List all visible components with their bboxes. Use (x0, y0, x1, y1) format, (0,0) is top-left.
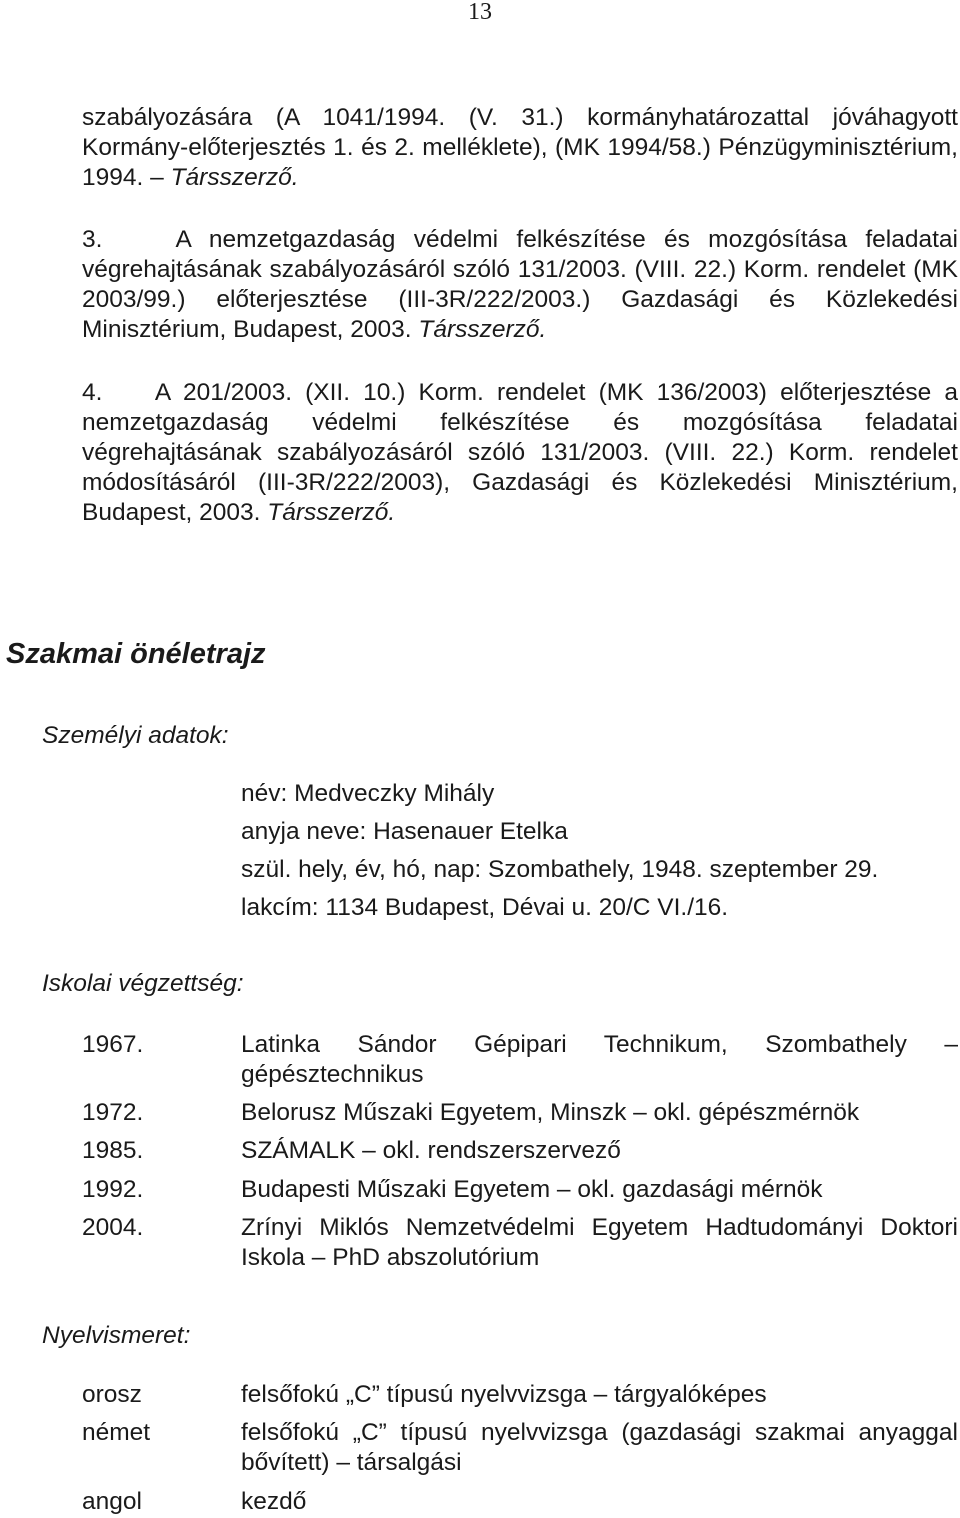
language-name: angol (82, 1488, 142, 1515)
list-item-role: Társszerző. (418, 316, 547, 343)
top-paragraph (82, 103, 958, 193)
language-row (82, 1487, 958, 1517)
list-item-4 (82, 378, 958, 528)
top-paragraph-text: szabályozására (A 1041/1994. (V. 31.) kormányhatározattal jóváhagyott Kormány-előterjesztés 1. és 2. melléklete), (MK 1994/58.) Pénzügyminisztérium, 1994. – (82, 104, 958, 191)
cv-title: Szakmai önéletrajz (6, 638, 266, 670)
language-row (82, 1418, 958, 1478)
education-row (82, 1098, 958, 1128)
education-heading: Iskolai végzettség: (42, 970, 244, 997)
education-row (82, 1136, 958, 1166)
language-name: német (82, 1419, 151, 1446)
personal-name: név: Medveczky Mihály (241, 780, 495, 807)
list-item-text: A 201/2003. (XII. 10.) Korm. rendelet (MK 136/2003) előterjesztése a nemzetgazdaság védelmi felkészítése és mozgósítása feladatai végrehajtásának szabályozásáról szóló 131/2003. (VIII. 22.) Korm. rendelet módosításáról (III-3R/222/2003), Gazdasági és Közlekedési Minisztérium, Budapest, 2003. (82, 379, 958, 526)
education-year: 1985. (82, 1137, 144, 1164)
languages-heading: Nyelvismeret: (42, 1322, 191, 1349)
list-item-number: 4. (82, 379, 103, 406)
language-level: felsőfokú „C” típusú nyelvvizsga – tárgyalóképes (241, 1381, 767, 1408)
list-item-role: Társszerző. (267, 499, 396, 526)
education-row (82, 1175, 958, 1205)
education-row (82, 1030, 958, 1090)
list-item-text: A nemzetgazdaság védelmi felkészítése és mozgósítása feladatai végrehajtásának szabályozásáról szóló 131/2003. (VIII. 22.) Korm. rendelet (MK 2003/99.) előterjesztése (III-3R/222/2003.) Gazdasági és Közlekedési Minisztérium, Budapest, 2003. (82, 226, 958, 343)
education-text: Latinka Sándor Gépipari Technikum, Szombathely – gépésztechnikus (241, 1031, 958, 1088)
education-text: Belorusz Műszaki Egyetem, Minszk – okl. gépészmérnök (241, 1099, 860, 1126)
education-year: 1992. (82, 1176, 144, 1203)
education-text: SZÁMALK – okl. rendszerszervező (241, 1137, 621, 1164)
personal-address: lakcím: 1134 Budapest, Dévai u. 20/C VI./16. (241, 894, 729, 921)
page-number: 13 (468, 0, 492, 25)
list-item-3 (82, 225, 958, 345)
education-row (82, 1213, 958, 1273)
language-row (82, 1380, 958, 1410)
education-text: Budapesti Műszaki Egyetem – okl. gazdasági mérnök (241, 1176, 823, 1203)
language-level: kezdő (241, 1488, 307, 1515)
education-year: 1967. (82, 1031, 144, 1058)
personal-birth: szül. hely, év, hó, nap: Szombathely, 1948. szeptember 29. (241, 856, 879, 883)
education-text: Zrínyi Miklós Nemzetvédelmi Egyetem Hadtudományi Doktori Iskola – PhD abszolutórium (241, 1214, 958, 1271)
language-name: orosz (82, 1381, 142, 1408)
education-year: 1972. (82, 1099, 144, 1126)
personal-mother: anyja neve: Hasenauer Etelka (241, 818, 568, 845)
language-level: felsőfokú „C” típusú nyelvvizsga (gazdasági szakmai anyaggal bővített) – társalgási (241, 1419, 958, 1476)
list-item-number: 3. (82, 226, 103, 253)
education-year: 2004. (82, 1214, 144, 1241)
personal-heading: Személyi adatok: (42, 722, 229, 749)
top-paragraph-role: Társszerző. (170, 164, 299, 191)
